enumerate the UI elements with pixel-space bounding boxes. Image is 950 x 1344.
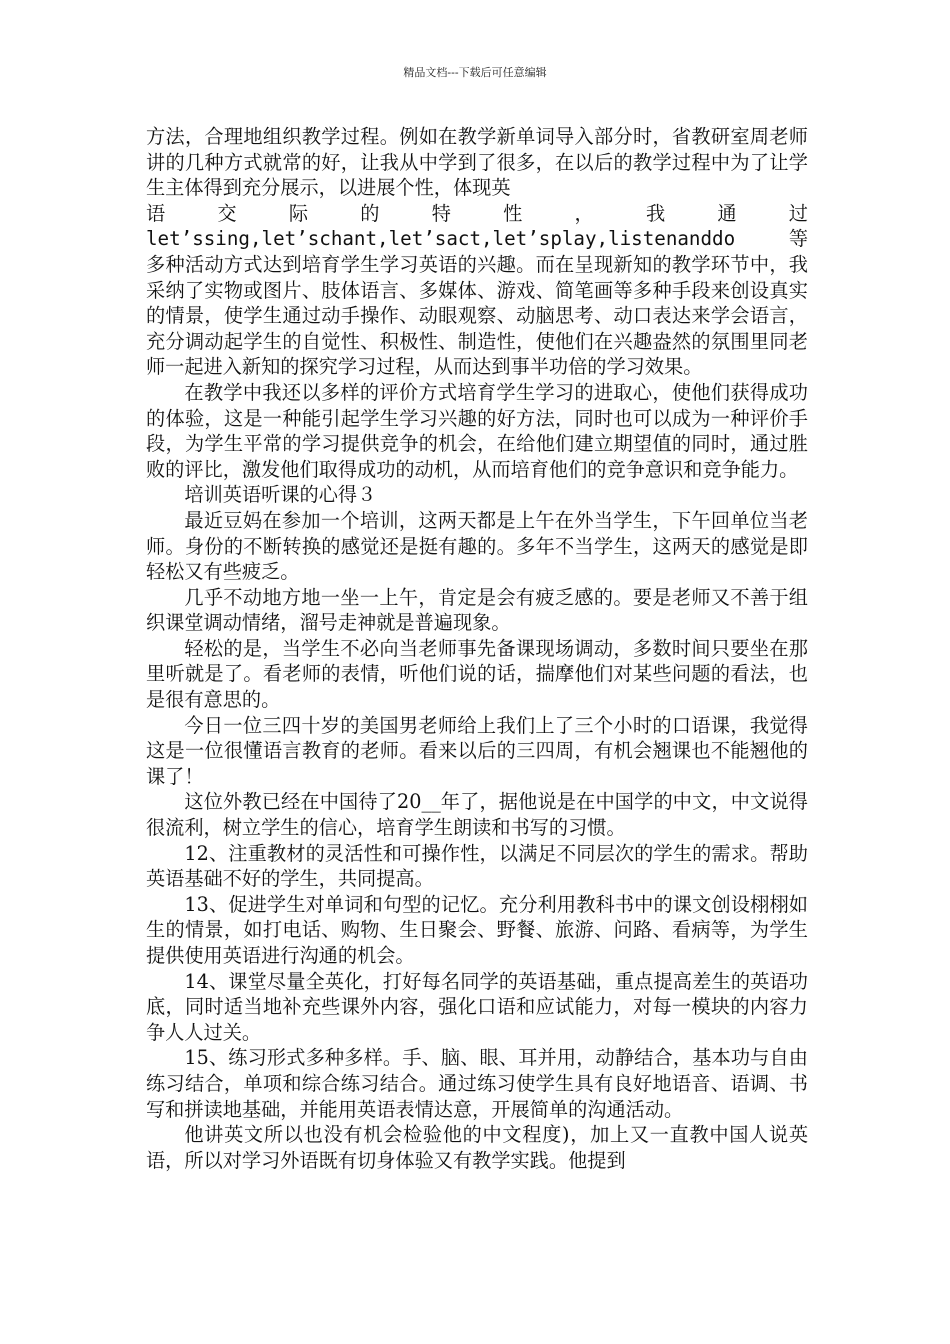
spaced-char: 的 (360, 201, 380, 225)
paragraph-5: 轻松的是，当学生不必向当老师事先备课现场调动，多数时间只要坐在那里听就是了。看老师的表情，听他们说的话，揣摩他们对某些问题的看法，也是很有意思的。 (146, 636, 808, 712)
paragraph-8: 12、注重教材的灵活性和可操作性，以满足不同层次的学生的需求。帮助英语基础不好的学生，共同提高。 (146, 841, 808, 891)
paragraph-1-spaced-line (146, 201, 808, 227)
paragraph-11: 15、练习形式多种多样。手、脑、眼、耳并用，动静结合，基本功与自由练习结合，单项和综合练习结合。通过练习使学生具有良好地语音、语调、书写和拼读地基础，并能用英语表情达意，开展简单的沟通活动。 (146, 1046, 808, 1121)
paragraph-10: 14、课堂尽量全英化，打好每名同学的英语基础，重点提高差生的英语功底，同时适当地补充些课外内容，强化口语和应试能力，对每一模块的内容力争人人过关。 (146, 969, 808, 1044)
spaced-char: 特 (431, 201, 451, 225)
paragraph-1-part-b: 多种活动方式达到培育学生学习英语的兴趣。而在呈现新知的教学环节中，我采纳了实物或图片、肢体语言、多媒体、游戏、简笔画等多种手段来创设真实的情景，使学生通过动手操作、动眼观察、动脑思考、动口表达来学会语言，充分调动起学生的自觉性、积极性、制造性，使他们在兴趣盎然的氛围里同老师一起进入新知的探究学习过程，从而达到事半功倍的学习效果。 (146, 252, 808, 379)
paragraph-1-english-line (146, 226, 808, 252)
spaced-char: ， (574, 201, 594, 225)
section-heading: 培训英语听课的心得３ (184, 483, 377, 507)
spaced-char: 交 (217, 201, 237, 225)
paragraph-4: 几乎不动地方地一坐一上午，肯定是会有疲乏感的。要是老师又不善于组织课堂调动情绪，溜号走神就是普遍现象。 (146, 585, 808, 635)
spaced-char: 语 (146, 201, 166, 225)
paragraph-6: 今日一位三四十岁的美国男老师给上我们上了三个小时的口语课，我觉得这是一位很懂语言教育的老师。看来以后的三四周，有机会翘课也不能翘他的课了！ (146, 713, 808, 788)
paragraph-2: 在教学中我还以多样的评价方式培育学生学习的进取心，使他们获得成功的体验，这是一种能引起学生学习兴趣的好方法，同时也可以成为一种评价手段，为学生平常的学习提供竞争的机会，在给他们建立期望值的同时，通过胜败的评比，激发他们取得成功的动机，从而培育他们的竞争意识和竞争能力。 (146, 380, 808, 481)
english-line-tail: 等 (788, 227, 808, 251)
spaced-char: 通 (717, 201, 737, 225)
spaced-char: 过 (788, 201, 808, 225)
paragraph-9: 13、促进学生对单词和句型的记忆。充分利用教科书中的课文创设栩栩如生的情景，如打电话、购物、生日聚会、野餐、旅游、问路、看病等，为学生提供使用英语进行沟通的机会。 (146, 892, 808, 967)
spaced-char: 际 (288, 201, 309, 225)
paragraph-7: 这位外教已经在中国待了20__年了，据他说是在中国学的中文，中文说得很流利，树立学生的信心，培育学生朗读和书写的习惯。 (146, 790, 808, 840)
page-header: 精品文档---下载后可任意编辑 (403, 66, 547, 79)
document-body (146, 124, 808, 1173)
english-phrases: let’ssing,let’schant,let’sact,let’splay,listenanddo (146, 227, 736, 251)
paragraph-1-part-a: 方法，合理地组织教学过程。例如在教学新单词导入部分时，省教研室周老师讲的几种方式就常的好，让我从中学到了很多，在以后的教学过程中为了让学生主体得到充分展示，以进展个性，体现英 (146, 125, 808, 200)
paragraph-12: 他讲英文所以也没有机会检验他的中文程度)，加上又一直教中国人说英语，所以对学习外语既有切身体验又有教学实践。他提到 (146, 1123, 808, 1172)
spaced-char: 性 (503, 201, 523, 225)
spaced-char: 我 (645, 201, 666, 225)
paragraph-3: 最近豆妈在参加一个培训，这两天都是上午在外当学生，下午回单位当老师。身份的不断转换的感觉还是挺有趣的。多年不当学生，这两天的感觉是即轻松又有些疲乏。 (146, 508, 808, 584)
